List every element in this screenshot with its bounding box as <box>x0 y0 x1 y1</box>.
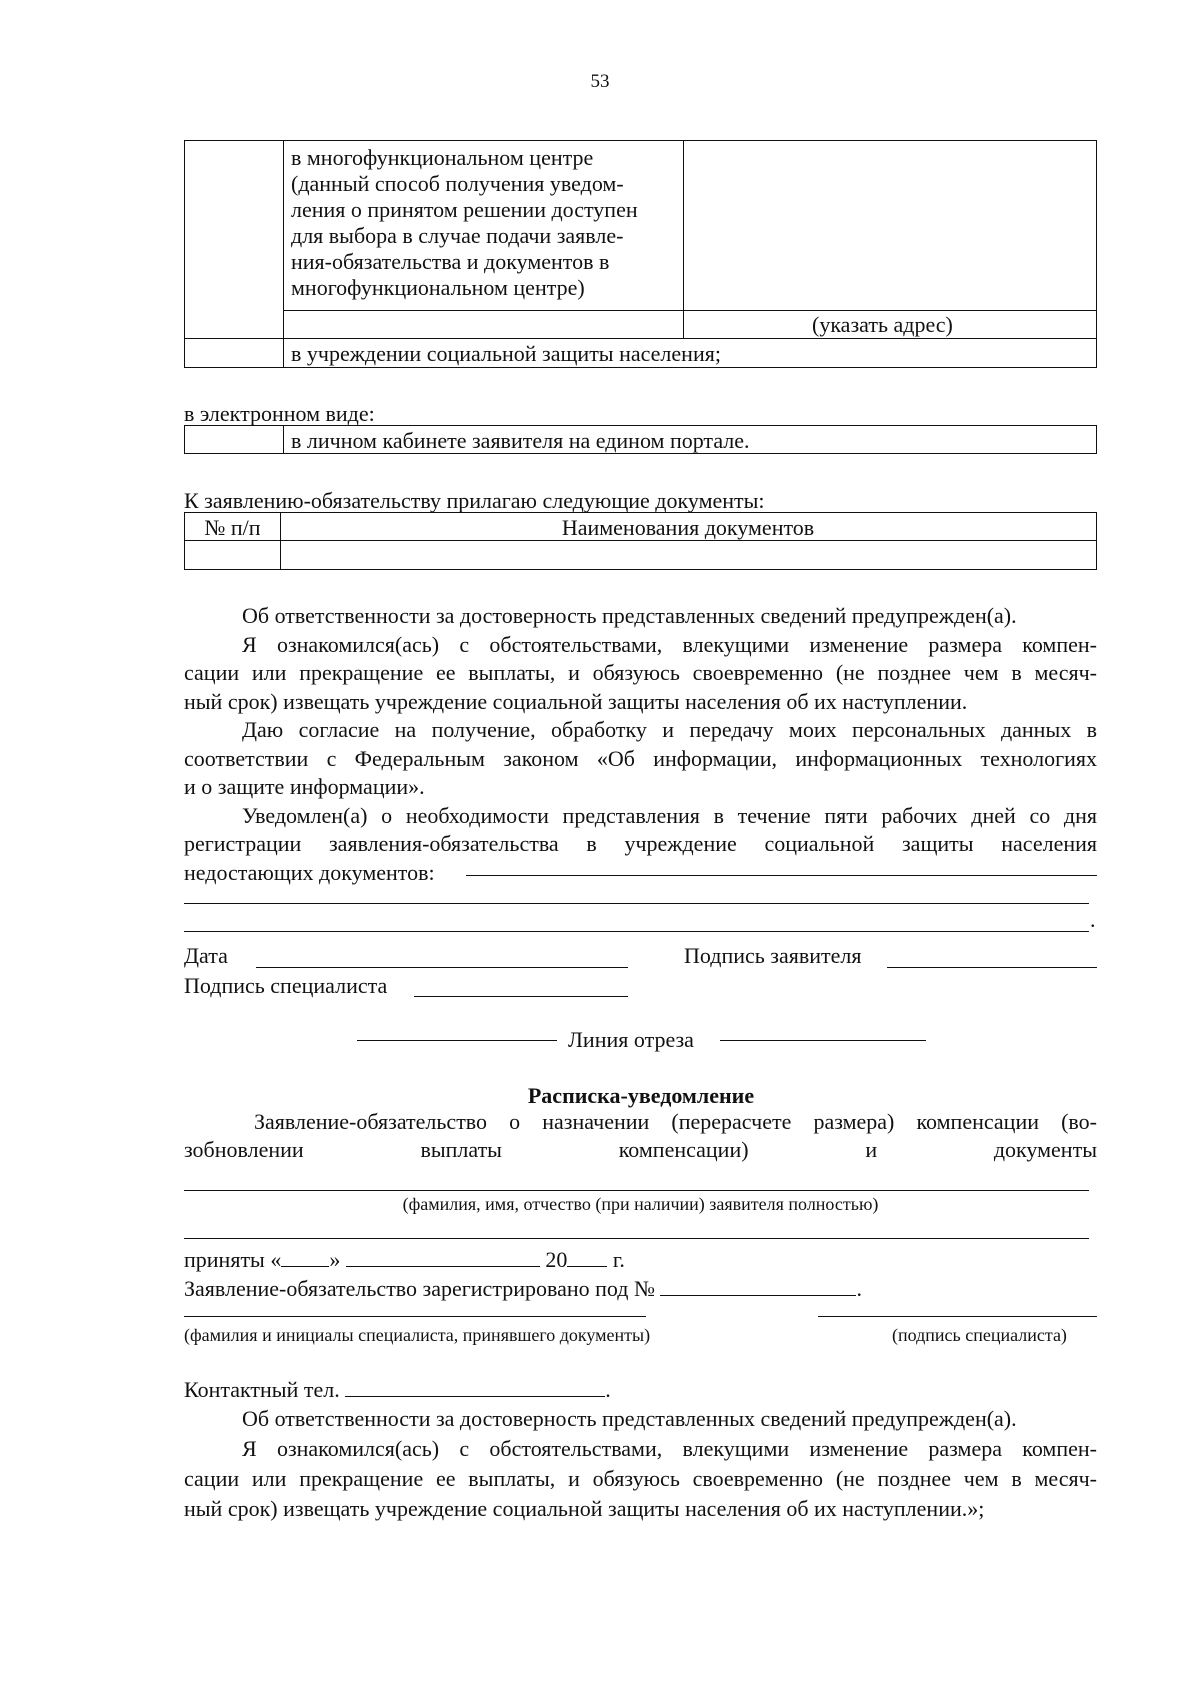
fio-caption: (фамилия, имя, отчество (при наличии) заявителя полностью) <box>402 1194 879 1214</box>
page-number: 53 <box>590 71 610 92</box>
receipt-responsibility: Об ответственности за достоверность представленных сведений предупрежден(а). <box>242 1406 1017 1431</box>
receipt-title: Расписка-уведомление <box>527 1083 755 1108</box>
receipt-acknowledge-line: сации или прекращение ее выплаты, и обязуюсь своевременно (не позднее чем в месяч- <box>184 1466 1097 1491</box>
mfc-line: ния-обязательства и документов в <box>291 249 610 274</box>
specialist-sign-field[interactable] <box>414 996 628 997</box>
cut-line-right <box>720 1040 926 1041</box>
decl-responsibility: Об ответственности за достоверность представленных сведений предупрежден(а). <box>242 603 1017 628</box>
mfc-option-text <box>291 145 638 301</box>
decl-consent-line: и о защите информации». <box>184 774 425 799</box>
documents-heading: К заявлению-обязательству прилагаю следующие документы: <box>184 488 765 513</box>
applicant-sign-label: Подпись заявителя <box>684 943 862 968</box>
address-hint: (указать адрес) <box>812 312 953 337</box>
social-office-option: в учреждении социальной защиты населения; <box>291 341 721 366</box>
missing-docs-field[interactable] <box>184 931 1089 932</box>
electronic-option-text: в личном кабинете заявителя на едином портале. <box>291 428 750 453</box>
mfc-line: ления о принятом решении доступен <box>291 197 638 222</box>
decl-notified-line: регистрации заявления-обязательства в учреждение социальной защиты населения <box>184 831 1097 856</box>
applicant-sign-field[interactable] <box>887 967 1097 968</box>
contact-line: Контактный тел. . <box>184 1377 611 1402</box>
cut-line-left <box>357 1040 557 1041</box>
table-divider <box>283 310 1096 311</box>
date-label: Дата <box>184 943 228 968</box>
decl-notified-line: Уведомлен(а) о необходимости представления в течение пяти рабочих дней со дня <box>242 802 1097 828</box>
registered-line: Заявление-обязательство зарегистрировано под № . <box>184 1276 862 1301</box>
cut-line-label: Линия отреза <box>568 1027 694 1052</box>
accepted-line: приняты « » 20 г. <box>184 1247 625 1272</box>
table-divider <box>283 141 284 367</box>
decl-consent-line: Даю согласие на получение, обработку и передачу моих персональных данных в <box>242 717 1097 742</box>
doc-row-name-cell[interactable] <box>281 541 1096 569</box>
col-num-header: № п/п <box>204 515 261 540</box>
checkbox-electronic[interactable] <box>185 426 283 453</box>
doc-row-num-cell[interactable] <box>185 541 280 569</box>
mfc-line: многофункциональном центре) <box>291 275 585 300</box>
mfc-line: для выбора в случае подачи заявле- <box>291 223 624 248</box>
receipt-acknowledge-line: Я ознакомился(ась) с обстоятельствами, влекущими изменение размера компен- <box>242 1436 1097 1461</box>
decl-acknowledge-line: сации или прекращение ее выплаты, и обязуюсь своевременно (не позднее чем в месяч- <box>184 660 1097 685</box>
receipt-declarations <box>184 1404 1097 1524</box>
delivery-options-table <box>184 140 1097 368</box>
receipt-intro-line: Заявление-обязательство о назначении (перерасчете размера) компенсации (во- <box>254 1109 1097 1134</box>
mfc-line: (данный способ получения уведом- <box>291 171 624 196</box>
table-divider <box>683 310 684 338</box>
receipt-intro <box>184 1108 1097 1164</box>
accepted-day-field[interactable] <box>281 1246 329 1267</box>
electronic-heading: в электронном виде: <box>184 401 375 426</box>
decl-notified-line: недостающих документов: <box>184 859 435 885</box>
specialist-sign-label: Подпись специалиста <box>184 973 388 998</box>
documents-table <box>184 512 1097 570</box>
missing-docs-field[interactable] <box>184 903 1089 904</box>
specialist-caption: (фамилия и инициалы специалиста, принявшего документы) <box>184 1325 651 1345</box>
accepted-month-field[interactable] <box>346 1246 540 1267</box>
mfc-line: в многофункциональном центре <box>291 145 594 170</box>
specialist-sign-field-2[interactable] <box>818 1316 1097 1317</box>
accepted-year-field[interactable] <box>567 1246 607 1267</box>
table-divider <box>683 141 684 310</box>
col-name-header: Наименования документов <box>561 515 815 540</box>
contact-phone-field[interactable] <box>345 1376 605 1397</box>
table-divider <box>185 338 1096 339</box>
decl-consent-line: соответствии с Федеральным законом «Об информации, информационных технологиях <box>184 745 1097 771</box>
receipt-intro-line-2: зобновлении выплаты компенсации) и документы <box>184 1137 1097 1162</box>
decl-acknowledge-line: Я ознакомился(ась) с обстоятельствами, влекущими изменение размера компен- <box>242 631 1097 657</box>
checkbox-mfc[interactable] <box>184 140 283 309</box>
applicant-fio-field-2[interactable] <box>184 1238 1089 1239</box>
specialist-name-field[interactable] <box>184 1316 646 1317</box>
registration-number-field[interactable] <box>660 1275 856 1296</box>
declarations-block <box>184 602 1097 887</box>
decl-acknowledge-line: ный срок) извещать учреждение социальной защиты населения об их наступлении. <box>184 688 968 714</box>
checkbox-social-office[interactable] <box>184 337 283 368</box>
applicant-fio-field[interactable] <box>184 1190 1089 1191</box>
date-field[interactable] <box>256 967 628 968</box>
specialist-sign-caption: (подпись специалиста) <box>892 1325 1067 1345</box>
receipt-acknowledge-line: ный срок) извещать учреждение социальной защиты населения об их наступлении.»; <box>184 1496 985 1521</box>
electronic-option-row <box>184 425 1097 454</box>
missing-docs-field[interactable] <box>466 875 1097 876</box>
